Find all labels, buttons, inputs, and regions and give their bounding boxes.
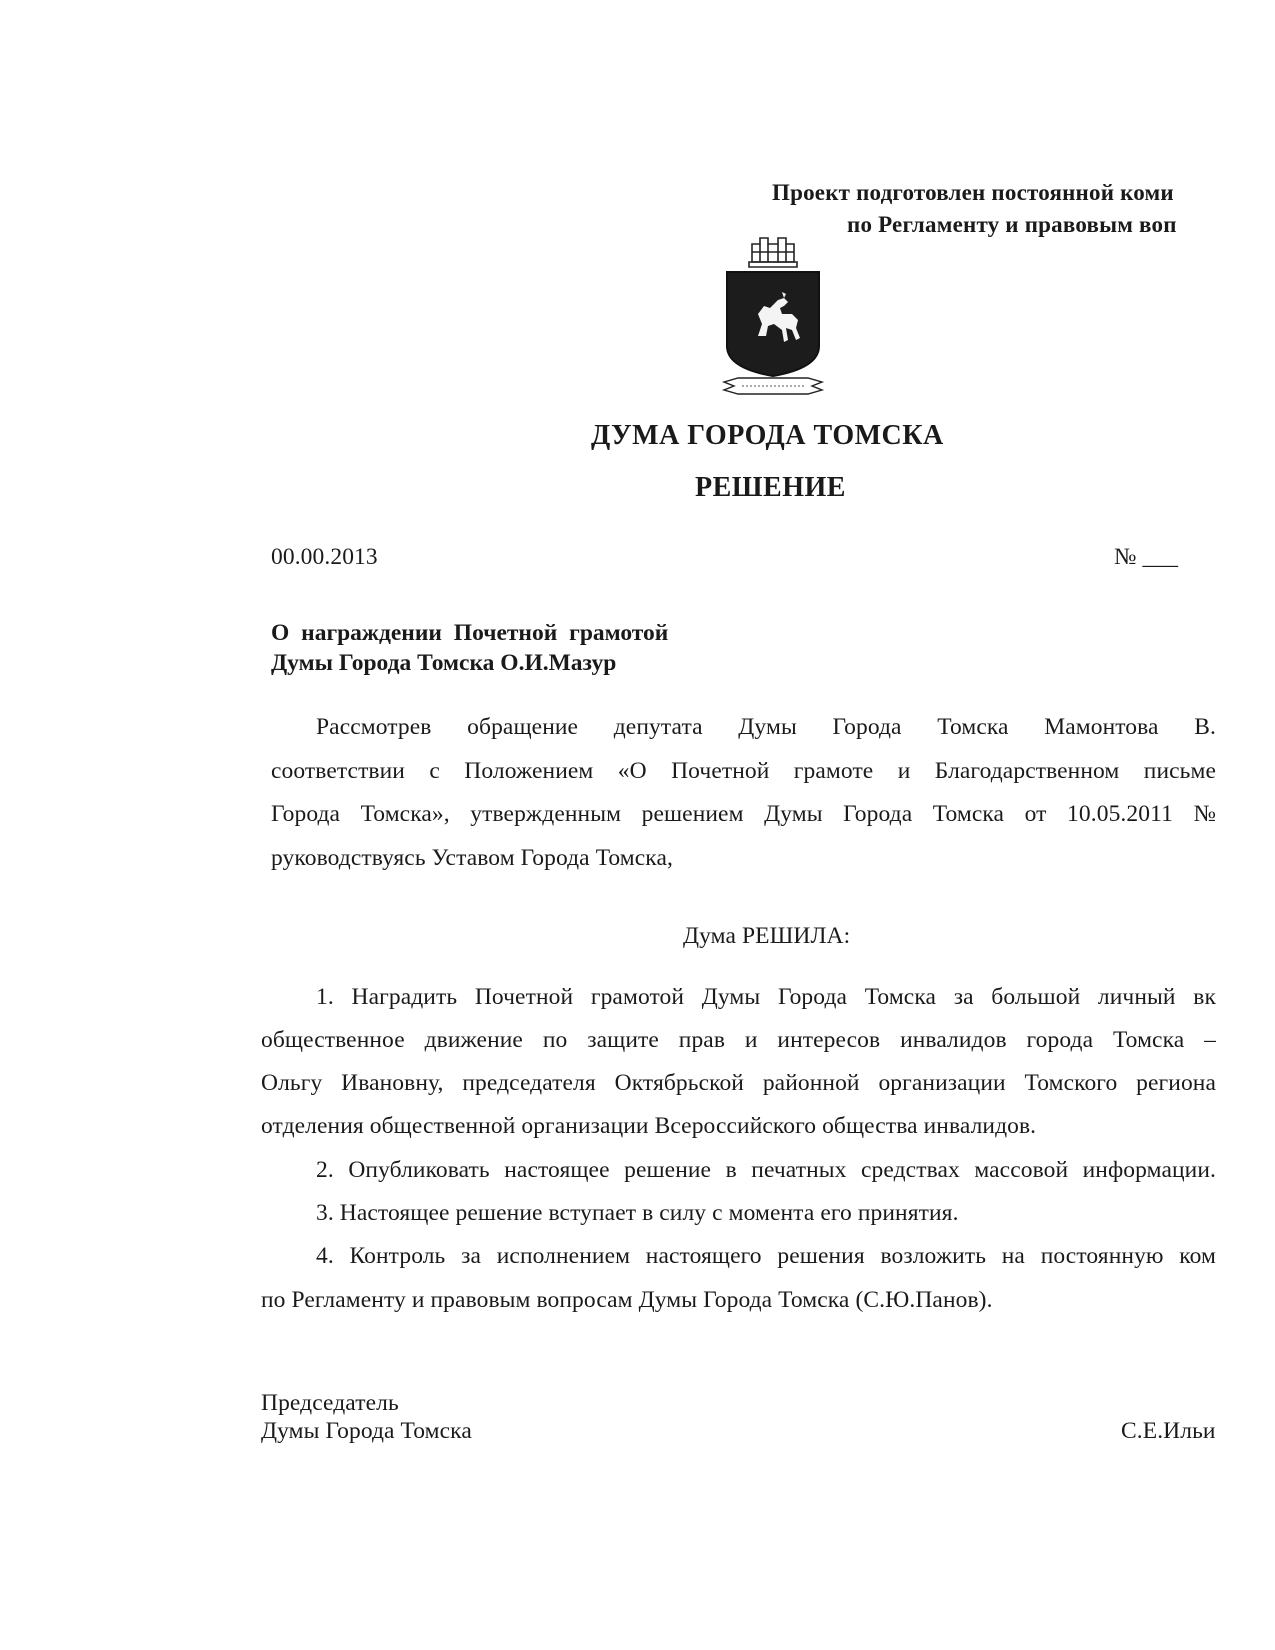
item-line: 1. Наградить Почетной грамотой Думы Города Томска за большой личный вк — [316, 984, 1216, 1010]
preamble-line: Города Томска», утвержденным решением Думы Города Томска от 10.05.2011 № — [271, 801, 1216, 827]
item-line: по Регламенту и правовым вопросам Думы Города Томска (С.Ю.Панов). — [261, 1287, 993, 1313]
item-line: 2. Опубликовать настоящее решение в печатных средствах массовой информации. — [316, 1157, 1216, 1183]
signatory-name: С.Е.Ильи — [1121, 1418, 1216, 1444]
document-date: 00.00.2013 — [271, 544, 378, 570]
preamble-line: соответствии с Положением «О Почетной грамоте и Благодарственном письме — [271, 758, 1216, 784]
item-line: 3. Настоящее решение вступает в силу с момента его принятия. — [316, 1200, 959, 1226]
project-note-line2: по Регламенту и правовым воп — [847, 212, 1177, 237]
item-line: отделения общественной организации Всероссийского общества инвалидов. — [261, 1113, 1037, 1139]
item-line: общественное движение по защите прав и интересов инвалидов города Томска – — [261, 1027, 1216, 1053]
subject-line1: О награждении Почетной грамотой — [271, 620, 669, 646]
item-line: Ольгу Ивановну, председателя Октябрьской районной организации Томского региона — [261, 1070, 1216, 1096]
organization-title: ДУМА ГОРОДА ТОМСКА — [591, 420, 944, 451]
item-line: 4. Контроль за исполнением настоящего решения возложить на постоянную ком — [316, 1243, 1216, 1269]
document-type-title: РЕШЕНИЕ — [695, 472, 846, 503]
preamble-line: Рассмотрев обращение депутата Думы Города Томска Мамонтова В. — [316, 714, 1216, 740]
signatory-position-line2: Думы Города Томска — [261, 1418, 472, 1444]
resolution-label: Дума РЕШИЛА: — [683, 923, 851, 949]
signatory-position-line1: Председатель — [261, 1390, 399, 1416]
document-number: № ___ — [1114, 544, 1179, 570]
project-note-line1: Проект подготовлен постоянной коми — [772, 180, 1174, 205]
subject-line2: Думы Города Томска О.И.Мазур — [271, 650, 617, 676]
preamble-line: руководствуясь Уставом Города Томска, — [271, 845, 673, 871]
tomsk-coat-of-arms-icon — [722, 228, 824, 396]
